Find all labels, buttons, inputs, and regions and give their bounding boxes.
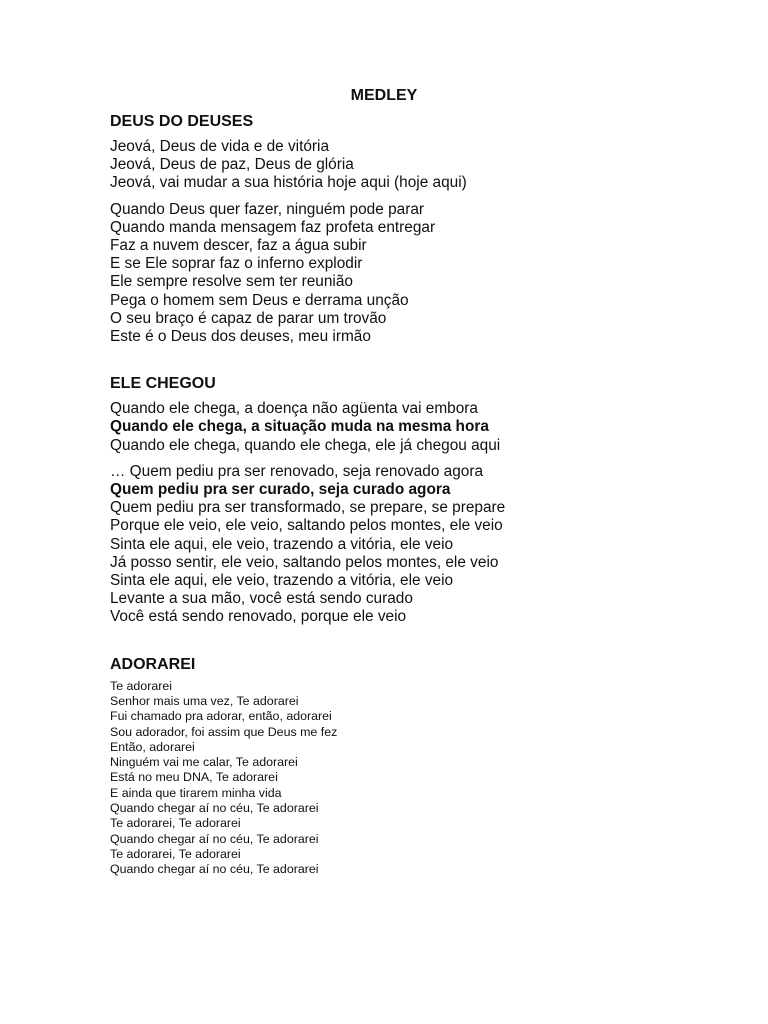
- lyric-line: Este é o Deus dos deuses, meu irmão: [110, 328, 371, 346]
- section-heading-adorarei: ADORAREI: [110, 655, 196, 673]
- lyric-line: Jeová, Deus de paz, Deus de glória: [110, 156, 354, 174]
- lyric-line: Quando manda mensagem faz profeta entregar: [110, 218, 436, 236]
- lyric-line: Faz a nuvem descer, faz a água subir: [110, 237, 367, 255]
- lyric-line: Quem pediu pra ser transformado, se prepare, se prepare: [110, 499, 506, 517]
- stanza: [110, 400, 710, 455]
- lyric-line: Jeová, vai mudar a sua história hoje aqui (hoje aqui): [110, 174, 467, 192]
- lyric-line: Quando ele chega, a doença não agüenta vai embora: [110, 400, 478, 418]
- lyrics-document: [110, 86, 710, 878]
- lyric-line: E se Ele soprar faz o inferno explodir: [110, 255, 363, 273]
- lyric-line: Levante a sua mão, você está sendo curado: [110, 590, 413, 608]
- lyric-line: Sinta ele aqui, ele veio, trazendo a vitória, ele veio: [110, 572, 454, 590]
- stanza: [110, 679, 710, 878]
- lyric-line: O seu braço é capaz de parar um trovão: [110, 309, 387, 327]
- lyric-line: Ninguém vai me calar, Te adorarei: [110, 755, 298, 770]
- lyric-line: Jeová, Deus de vida e de vitória: [110, 138, 330, 155]
- lyric-line: Senhor mais uma vez, Te adorarei: [110, 693, 299, 708]
- lyric-line-bold: Quem pediu pra ser curado, seja curado agora: [110, 481, 451, 499]
- lyric-line: E ainda que tirarem minha vida: [110, 785, 282, 800]
- lyric-line: Você está sendo renovado, porque ele veio: [110, 608, 407, 626]
- lyric-line-bold: Quando ele chega, a situação muda na mesma hora: [110, 418, 489, 436]
- lyric-line: Te adorarei, Te adorarei: [110, 816, 241, 831]
- lyric-line: Está no meu DNA, Te adorarei: [110, 770, 278, 785]
- lyric-line: Já posso sentir, ele veio, saltando pelos montes, ele veio: [110, 553, 499, 571]
- lyric-line: Então, adorarei: [110, 739, 195, 754]
- lyric-line: … Quem pediu pra ser renovado, seja renovado agora: [110, 462, 484, 480]
- lyric-line: Quando ele chega, quando ele chega, ele já chegou aqui: [110, 436, 501, 454]
- section-heading-deus-do-deuses: DEUS DO DEUSES: [110, 113, 254, 130]
- lyric-line: Sou adorador, foi assim que Deus me fez: [110, 724, 338, 739]
- lyric-line: Ele sempre resolve sem ter reunião: [110, 273, 353, 291]
- lyric-line: Quando chegar aí no céu, Te adorarei: [110, 801, 319, 816]
- lyric-line: Te adorarei, Te adorarei: [110, 846, 241, 861]
- stanza: [110, 463, 710, 627]
- lyric-line: Te adorarei: [110, 678, 172, 693]
- lyric-line: Pega o homem sem Deus e derrama unção: [110, 291, 409, 309]
- lyric-line: Porque ele veio, ele veio, saltando pelos montes, ele veio: [110, 517, 503, 535]
- stanza: [110, 201, 710, 347]
- lyric-line: Quando chegar aí no céu, Te adorarei: [110, 862, 319, 877]
- stanza: [110, 138, 710, 193]
- lyric-line: Quando Deus quer fazer, ninguém pode parar: [110, 200, 425, 218]
- section-heading-ele-chegou: ELE CHEGOU: [110, 375, 216, 393]
- document-title: MEDLEY: [350, 87, 418, 104]
- lyric-line: Quando chegar aí no céu, Te adorarei: [110, 831, 319, 846]
- lyric-line: Sinta ele aqui, ele veio, trazendo a vitória, ele veio: [110, 535, 454, 553]
- lyric-line: Fui chamado pra adorar, então, adorarei: [110, 709, 332, 724]
